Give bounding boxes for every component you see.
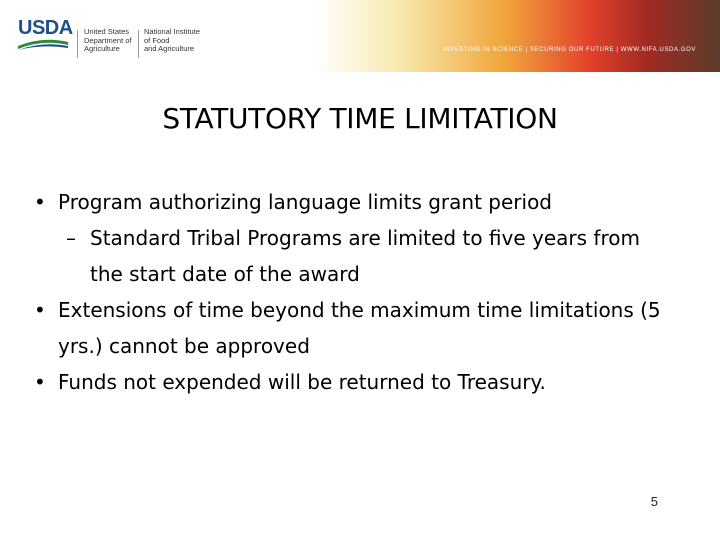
header-banner <box>0 0 720 72</box>
page-number: 5 <box>650 494 658 509</box>
bullet-item <box>34 364 674 400</box>
usda-logo <box>18 17 73 58</box>
agency-line: and Agriculture <box>144 44 195 53</box>
bullet-marker: • <box>34 298 46 322</box>
bullet-item <box>34 184 674 220</box>
agency-line: National Institute <box>144 27 200 36</box>
bullet-text: Program authorizing language limits grant period <box>58 190 552 214</box>
bullet-text: Extensions of time beyond the maximum time limitations (5 yrs.) cannot be approved <box>58 298 661 358</box>
logo-divider <box>77 30 78 58</box>
agency-line: United States <box>84 27 130 36</box>
agency-name-usda <box>84 28 132 54</box>
agency-line: of Food <box>144 35 170 45</box>
usda-swoosh-icon <box>18 38 68 50</box>
slide-title: STATUTORY TIME LIMITATION <box>162 102 558 135</box>
sub-bullet-text: Standard Tribal Programs are limited to five years from the start date of the award <box>90 226 640 286</box>
agency-line: Department of <box>84 35 132 45</box>
tagline: INVESTING IN SCIENCE | SECURING OUR FUTURE | WWW.NIFA.USDA.GOV <box>443 47 696 53</box>
usda-logo-text: USDA <box>18 17 73 39</box>
sub-bullet-marker: – <box>66 226 76 250</box>
bullet-item <box>34 292 674 364</box>
agency-name-nifa <box>144 28 200 54</box>
bullet-text: Funds not expended will be returned to Treasury. <box>58 370 546 394</box>
sub-bullet-item <box>34 220 674 292</box>
agency-line: Agriculture <box>84 44 120 53</box>
bullet-marker: • <box>34 190 46 214</box>
slide-body <box>34 184 674 400</box>
bullet-marker: • <box>34 370 46 394</box>
agency-divider <box>138 30 139 58</box>
